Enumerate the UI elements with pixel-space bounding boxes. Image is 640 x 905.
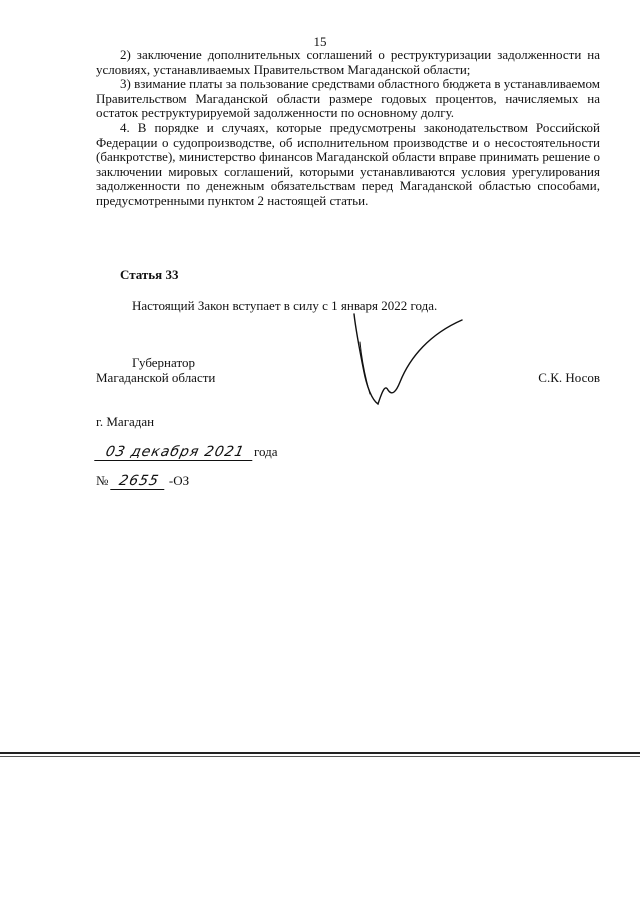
effective-date-text: Настоящий Закон вступает в силу с 1 января 2022 года. <box>132 298 438 313</box>
law-number-line <box>96 473 189 490</box>
signer-name: С.К. Носов <box>538 370 600 385</box>
handwritten-law-number: 2655 <box>110 473 168 490</box>
article-body <box>96 48 600 209</box>
signer-title-line1: Губернатор <box>132 355 195 370</box>
bottom-divider <box>0 752 640 754</box>
page-number: 15 <box>313 34 327 49</box>
handwritten-signature <box>340 312 470 412</box>
bottom-divider-thin <box>0 756 640 757</box>
paragraph-item-3: 3) взимание платы за пользование средствами областного бюджета в устанавливаемом Правительством Магаданской области размере годовых процентов, начисляемых на остаток реструктурируемой задолженности по основному долгу. <box>96 76 600 121</box>
paragraph-clause-4: 4. В порядке и случаях, которые предусмотрены законодательством Российской Федерации о судопроизводстве, об исполнительном производстве и о несостоятельности (банкротстве), министерство финансов Магаданской области вправе принимать решение о заключении мировых соглашений, которыми устанавливаются условия урегулирования задолженности по денежным обязательствам перед Магаданской областью способами, предусмотренными пунктом 2 настоящей статьи. <box>96 119 600 208</box>
paragraph-item-2: 2) заключение дополнительных соглашений о реструктуризации задолженности на условиях, устанавливаемых Правительством Магаданской области; <box>96 47 600 77</box>
number-sign: № <box>96 473 109 488</box>
signer-title-line2: Магаданской области <box>96 370 216 385</box>
article-heading: Статья 33 <box>120 267 179 282</box>
handwritten-date: 03 декабря 2021 <box>94 444 256 461</box>
city-name: г. Магадан <box>96 414 155 429</box>
law-number-suffix: -ОЗ <box>168 473 190 488</box>
date-line <box>96 444 278 461</box>
date-suffix: года <box>254 444 278 459</box>
